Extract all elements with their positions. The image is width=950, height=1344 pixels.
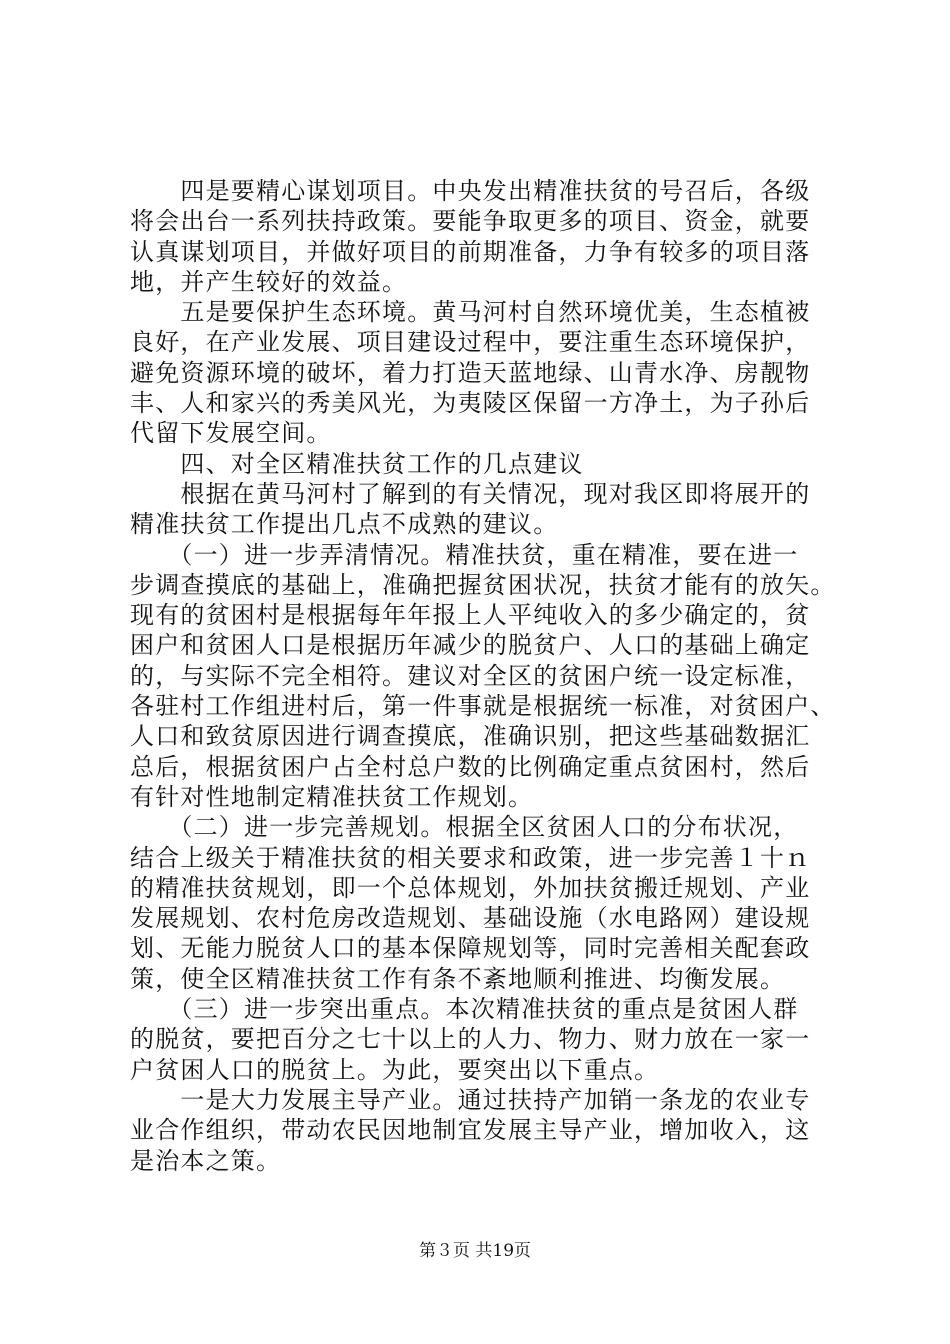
text-line: 代留下发展空间。 xyxy=(130,419,332,448)
text-line: 户贫困人口的脱贫上。为此，要突出以下重点。 xyxy=(130,1055,660,1084)
text-line: 精准扶贫工作提出几点不成熟的建议。 xyxy=(130,510,559,539)
text-line: 一是大力发展主导产业。通过扶持产加销一条龙的农业专 xyxy=(130,1085,811,1114)
text-line: 的精准扶贫规划，即一个总体规划，外加扶贫搬迁规划、产业 xyxy=(130,873,811,902)
text-line: 认真谋划项目，并做好项目的前期准备，力争有较多的项目落 xyxy=(130,237,811,266)
text-line: 发展规划、农村危房改造规划、基础设施（水电路网）建设规 xyxy=(130,904,811,933)
document-body xyxy=(130,176,836,1176)
text-line: 困户和贫困人口是根据历年减少的脱贫户、人口的基础上确定 xyxy=(130,631,811,660)
text-line: 将会出台一系列扶持政策。要能争取更多的项目、资金，就要 xyxy=(130,207,811,236)
text-line: （二）进一步完善规划。根据全区贫困人口的分布状况， xyxy=(130,813,799,842)
text-line: 总后，根据贫困户占全村总户数的比例确定重点贫困村，然后 xyxy=(130,752,811,781)
text-line: 人口和致贫原因进行调查摸底，准确识别，把这些基础数据汇 xyxy=(130,722,811,751)
text-line: 是治本之策。 xyxy=(130,1146,282,1175)
section-heading: 四、对全区精准扶贫工作的几点建议 xyxy=(130,449,584,478)
page-number-footer: 第３页 共19页 xyxy=(418,1241,532,1261)
text-line: 各驻村工作组进村后，第一件事就是根据统一标准，对贫困户、 xyxy=(130,692,836,721)
text-line: 根据在黄马河村了解到的有关情况，现对我区即将展开的 xyxy=(130,479,811,508)
text-line: 结合上级关于精准扶贫的相关要求和政策，进一步完善１十ｎ xyxy=(130,843,811,872)
text-line: （三）进一步突出重点。本次精准扶贫的重点是贫困人群 xyxy=(130,995,799,1024)
text-line: 业合作组织，带动农民因地制宜发展主导产业，增加收入，这 xyxy=(130,1116,811,1145)
text-line: 划、无能力脱贫人口的基本保障规划等，同时完善相关配套政 xyxy=(130,934,811,963)
text-line: 的，与实际不完全相符。建议对全区的贫困户统一设定标准， xyxy=(130,661,811,690)
text-line: 良好，在产业发展、项目建设过程中，要注重生态环境保护， xyxy=(130,328,811,357)
text-line: 丰、人和家兴的秀美风光，为夷陵区保留一方净土，为子孙后 xyxy=(130,389,811,418)
text-line: 避免资源环境的破坏，着力打造天蓝地绿、山青水净、房靓物 xyxy=(130,358,811,387)
text-line: 策，使全区精准扶贫工作有条不紊地顺利推进、均衡发展。 xyxy=(130,964,786,993)
text-line: （一）进一步弄清情况。精准扶贫，重在精准，要在进一 xyxy=(130,540,799,569)
text-line: 有针对性地制定精准扶贫工作规划。 xyxy=(130,782,534,811)
text-line: 四是要精心谋划项目。中央发出精准扶贫的号召后，各级 xyxy=(130,177,811,205)
text-line: 步调查摸底的基础上，准确把握贫困状况，扶贫才能有的放矢。 xyxy=(130,570,836,599)
text-line: 五是要保护生态环境。黄马河村自然环境优美，生态植被 xyxy=(130,298,811,327)
text-line: 现有的贫困村是根据每年年报上人平纯收入的多少确定的，贫 xyxy=(130,601,811,630)
text-line: 地，并产生较好的效益。 xyxy=(130,267,408,296)
text-line: 的脱贫，要把百分之七十以上的人力、物力、财力放在一家一 xyxy=(130,1025,811,1054)
